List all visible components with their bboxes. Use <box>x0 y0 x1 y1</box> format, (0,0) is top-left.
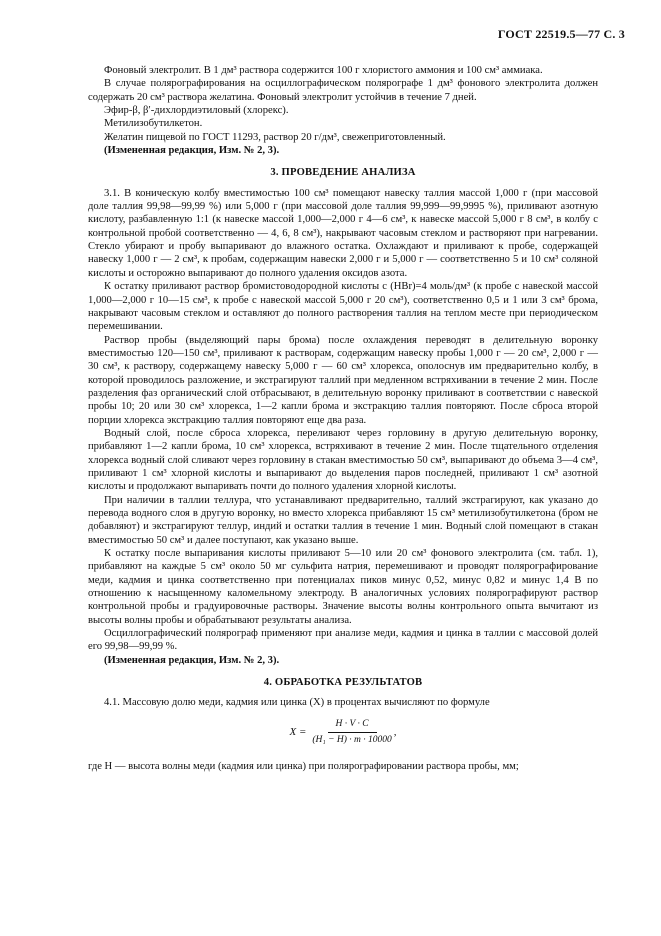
intro-paragraph: В случае полярографирования на осциллографическом полярографе 1 дм³ фонового электролита должен содержать 20 см³ раствора желатина. Фоновый электролит устойчив в течение 7 дней. <box>88 78 598 103</box>
section-3-heading: 3. ПРОВЕДЕНИЕ АНАЛИЗА <box>270 167 416 179</box>
formula-denominator: (H₁ − H) · m · 10000 <box>312 735 392 746</box>
formula-lhs: X = <box>289 725 307 738</box>
section-3-paragraph: Раствор пробы (выделяющий пары брома) после охлаждения переводят в делительную воронку вместимостью 120—150 см³, приливают к растворам, содержащим навеску пробы 1,000 г — 20 см³, 2,000 г — 30 см³, к раствору, содержащему навеску 5,000 г — 60 см³ хлорекса, ополоснув им предварительно колбу, в которой проводилось разложение, и экстрагируют таллий при медленном встряхивании в течение 2 мин. После разделения фаз органический слой отбрасывают, в делительную воронку приливают в соответствии с навеской пробы 10; 20 или 30 см³ хлорекса, 1—2 капли брома и экстракцию таллия повторяют. После сброса второй порции хлорекса экстракцию таллия повторяют еще два раза. <box>88 334 598 426</box>
formula-fraction <box>312 718 391 748</box>
section-3-paragraph: Водный слой, после сброса хлорекса, переливают через горловину в другую делительную воронку, прибавляют 1—2 капли брома, 10 см³ хлорекса, встряхивают в течение 2 мин. После тщательного отделения хлорекса водный слой сливают через горловину в стакан вместимостью 50 см³, выпаривают до объема 3—4 см³, приливают 1 см³ хлорной кислоты и выпаривают до выделения паров последней, приливают 1 см³ азотной кислоты и продолжают выпаривать почти до полного удаления хлорной кислоты. <box>88 427 598 493</box>
section-3-paragraph: К остатку после выпаривания кислоты приливают 5—10 или 20 см³ фонового электролита (см. табл. 1), прибавляют на каждые 5 см³ около 50 мг сульфита натрия, перемешивают и проводят полярографирование меди, кадмия и цинка соответственно при потенциалах пиков минус 0,52, минус 0,82 и минус 1,4 В по отношению к насыщенному каломельному электроду. В аналогичных условиях полярографируют раствор контрольной пробы и градуировочные растворы. Значение высоты волны контрольного опыта вычитают из высоты волны пробы и обрабатывают результаты анализа. <box>88 548 598 626</box>
section-3-paragraph: Осциллографический полярограф применяют при анализе меди, кадмия и цинка в таллии с массовой долей его 99,98—99,99 %. <box>88 628 598 653</box>
document-body <box>88 64 598 773</box>
formula-numerator: H · V · C <box>328 718 377 733</box>
intro-paragraph: Метилизобутилкетон. <box>104 118 203 130</box>
intro-paragraph: Желатин пищевой по ГОСТ 11293, раствор 20 г/дм³, свежеприготовленный. <box>104 131 446 143</box>
section-3-paragraph: 3.1. В коническую колбу вместимостью 100 см³ помещают навеску таллия массой 1,000 г (при массовой доле таллия 99,98—99,99 %) или 5,000 г (при массовой доле таллия 99,999—99,9995 %), приливают азотную кислоту, разбавленную 1:1 (к навеске массой 1,000—2,000 г 4—6 см³, к навеске массой 5,000 г 8 см³, в колбу с контрольной пробой соответственно — 4, 6, 8 см³), накрывают часовым стеклом и растворяют при нагревании. Стекло убирают и пробу выпаривают до влажного остатка. Охлаждают и приливают к пробе, содержащей навеску 1,000 г — 2 см³, к пробам, содержащим навески 2,000 г и 5,000 г — соответственно 5 и 10 см³ соляной кислоты и осторожно выпаривают до полного удаления оксидов азота. <box>88 187 598 279</box>
section-3-paragraph: При наличии в таллии теллура, что устанавливают предварительно, таллий экстрагируют, как указано до перевода водного слоя в другую воронку, но вместо хлорекса прибавляют 15 см³ метилизобутилкетона (бром не добавляют) и экстрагируют теллур, индий и остатки таллия в течение 1 мин. Водный слой помещают в стакан вместимостью 50 см³ и далее поступают, как указано выше. <box>88 494 598 546</box>
section-4-paragraph: 4.1. Массовую долю меди, кадмия или цинка (X) в процентах вычисляют по формуле <box>104 697 490 709</box>
formula-tail: , <box>393 725 397 738</box>
formula <box>88 718 598 748</box>
amendment-note: (Измененная редакция, Изм. № 2, 3). <box>104 654 280 666</box>
amendment-note: (Измененная редакция, Изм. № 2, 3). <box>104 145 280 157</box>
page-header: ГОСТ 22519.5—77 С. 3 <box>497 27 625 41</box>
intro-paragraph: Эфир-β, β′-дихлордиэтиловый (хлорекс). <box>104 105 289 117</box>
section-3-paragraph: К остатку приливают раствор бромистоводородной кислоты с (HBr)=4 моль/дм³ (к пробе с навеской массой 1,000—2,000 г 10—15 см³, к пробе с навеской массой 5,000 г 20 см³), соответственно 0,5 и 1 или 3 см³ брома, накрывают часовым стеклом и оставляют до полного растворения таллия на теплом месте при периодическом перемешивании. <box>88 281 598 333</box>
intro-paragraph: Фоновый электролит. В 1 дм³ раствора содержится 100 г хлористого аммония и 100 см³ аммиака. <box>104 65 543 76</box>
formula-legend: где H — высота волны меди (кадмия или цинка) при полярографировании раствора пробы, мм; <box>88 760 519 772</box>
section-4-heading: 4. ОБРАБОТКА РЕЗУЛЬТАТОВ <box>263 677 423 689</box>
